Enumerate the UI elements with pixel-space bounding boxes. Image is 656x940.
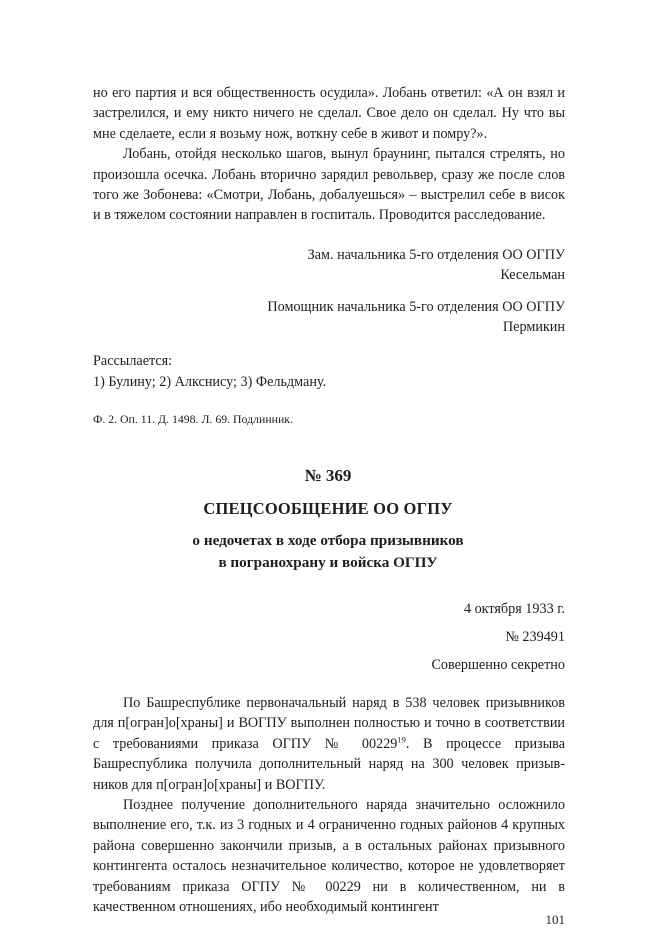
signature-position: Зам. начальника 5-го отделения ОО ОГПУ [307, 247, 565, 263]
subtitle-line: в погранохрану и войска ОГПУ [218, 553, 438, 571]
distribution-recipients: 1) Булину; 2) Алкснису; 3) Фельдману. [93, 374, 327, 390]
paragraph: Лобань, отойдя несколько шагов, вынул браунинг, пытался стрелять, но произошла осечка. Лобань вторично зарядил револьвер, сразу же после слов того же Зобонева: «Смотри, Лобань, добалуешься» – выстрелил себе в висок и в тяжелом состоянии направлен в госпиталь. Проводится расследование. [93, 146, 565, 224]
document-number: № 369 [304, 466, 352, 485]
document-subtitle [0, 530, 656, 573]
document-date: 4 октября 1933 г. [463, 601, 565, 617]
paragraph [93, 693, 565, 795]
body-text [93, 693, 565, 917]
text-fragment: . В процессе призыва Башреспублика получила дополнительный наряд на 300 человек призывников для п[огран]о[храны] и ВОГПУ. [93, 735, 565, 793]
page-number: 101 [545, 912, 565, 927]
signature-block [308, 245, 565, 286]
signature-position: Помощник начальника 5-го отделения ОО ОГПУ [267, 299, 565, 315]
text-fragment: По Башреспублике первоначальный наряд в 538 человек призывников для п[огран]о[храны] и ВОГПУ выполнен полностью и точно в соответствии с требованиями приказа ОГПУ № 00229 [93, 695, 565, 752]
signature-name: Кесельман [500, 267, 565, 284]
distribution-label: Рассылается: [93, 353, 173, 369]
continuation-text [93, 83, 565, 226]
registration-number: № 239491 [505, 629, 565, 645]
paragraph: но его партия и вся общественность осудила». Лобань ответил: «А он взял и застрелился, и ему никто ничего не сделал. Свое дело он сделал. Ну что вы мне сделаете, если я возьму нож, воткну себе в живот и помру?». [93, 85, 565, 142]
subtitle-line: о недочетах в ходе отбора призывников [192, 532, 464, 549]
document-title: СПЕЦСООБЩЕНИЕ ОО ОГПУ [203, 499, 453, 518]
footnote-ref: 19 [397, 734, 406, 745]
archive-source: Ф. 2. Оп. 11. Д. 1498. Л. 69. Подлинник. [93, 412, 293, 426]
classification: Совершенно секретно [431, 657, 565, 673]
signature-name: Пермикин [502, 319, 565, 336]
paragraph: Позднее получение дополнительного наряда значительно осложнило выполнение его, т.к. из 3 годных и 4 ограниченно годных районов 4 крупных района совершенно закончили призыв, а в остальных районах призывного контингента осталось незначительное количество, которое не удовлетворяет требованиям приказа ОГПУ № 00229 ни в количественном, ни в качественном отношениях, ибо необходимый контингент [93, 797, 565, 916]
signature-block [267, 297, 565, 338]
distribution-list [93, 351, 326, 393]
